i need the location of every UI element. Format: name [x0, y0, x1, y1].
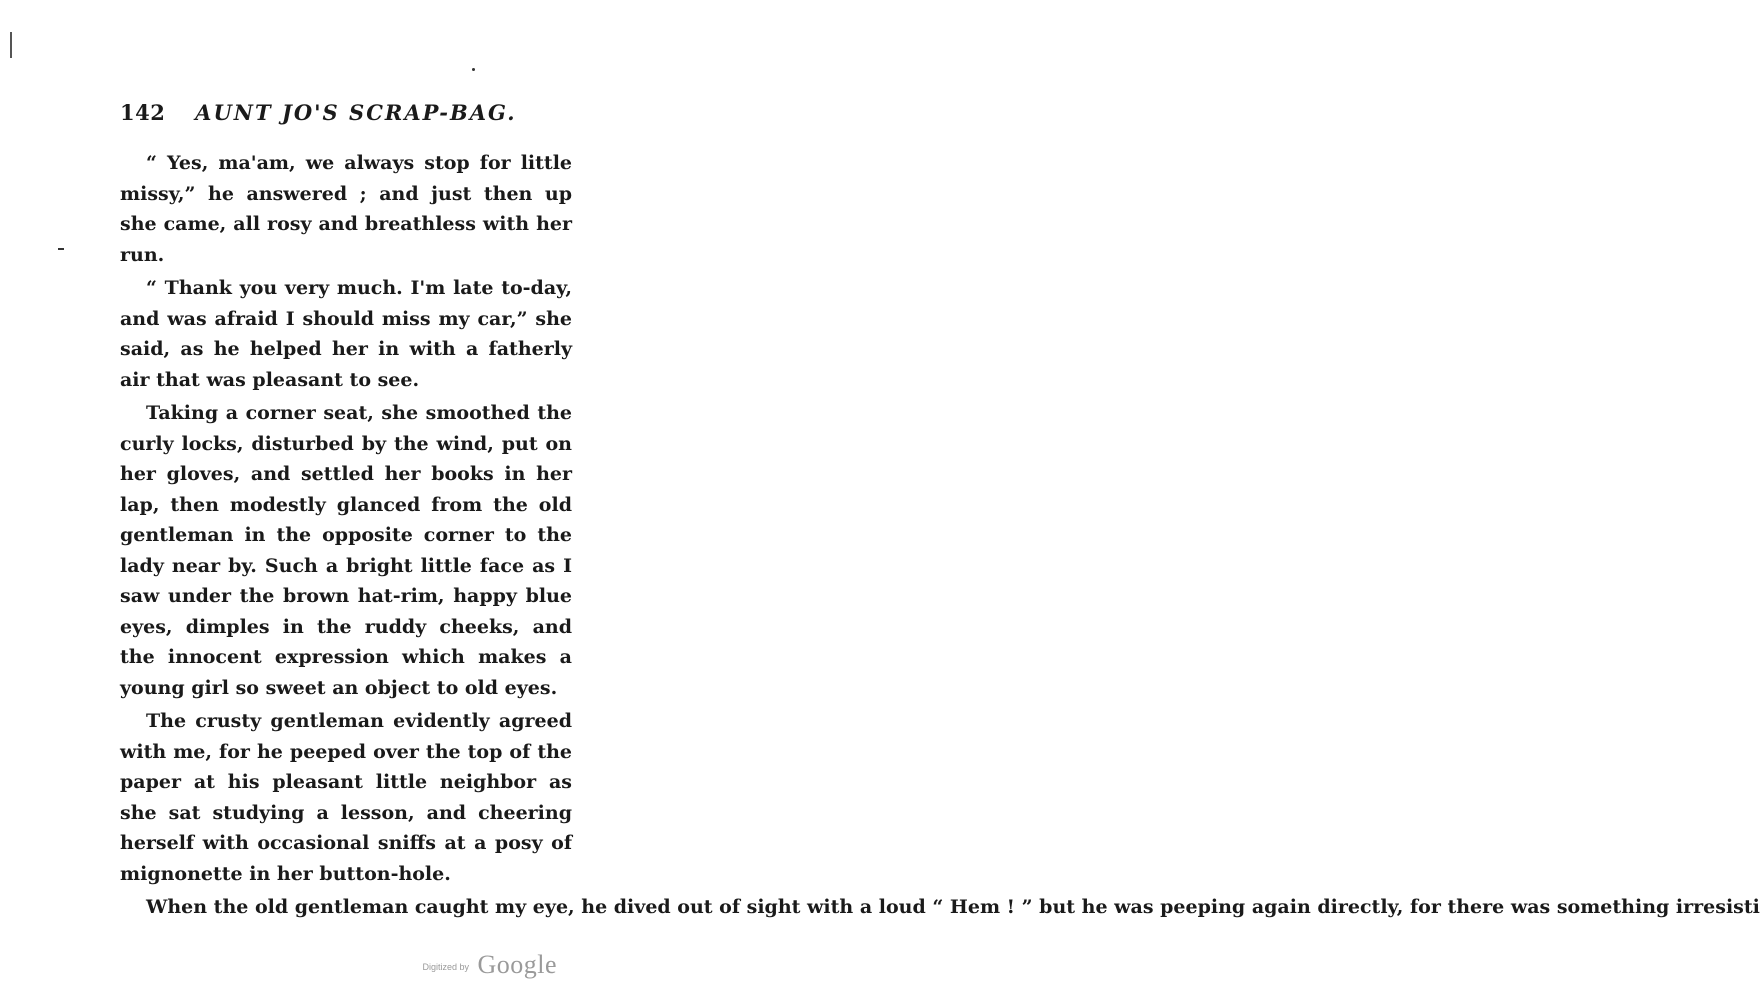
page-number: 142 — [120, 100, 166, 125]
paragraph: Taking a corner seat, she smoothed the curly locks, disturbed by the wind, put on her gloves, and settled her books in her lap, then modestly glanced from the old gentleman in the opposite corner to the lady near by. Such a bright little face as I saw under the brown hat-rim, happy blue eyes, dimples in the ruddy cheeks, and the innocent expression which makes a young girl so sweet an object to old eyes. — [120, 402, 572, 699]
page-edge-mark — [10, 32, 12, 58]
speck — [58, 248, 64, 250]
page-header — [120, 100, 520, 125]
body-text — [120, 148, 1760, 923]
paragraph: “ Thank you very much. I'm late to-day, and was afraid I should miss my car,” she said, as he helped her in with a fatherly air that was pleasant to see. — [120, 277, 572, 391]
paragraph: The crusty gentleman evidently agreed with me, for he peeped over the top of the paper at his pleasant little neighbor as she sat studying a lesson, and cheering herself with occasional sniffs at a posy of mignonette in her button-hole. — [120, 710, 572, 885]
speck — [472, 68, 475, 71]
running-title: AUNT JO'S SCRAP-BAG. — [195, 100, 517, 125]
google-logo: Google — [477, 950, 557, 979]
paragraph: “ Yes, ma'am, we always stop for little missy,” he answered ; and just then up she came, all rosy and breathless with her run. — [120, 152, 572, 266]
paragraph: When the old gentleman caught my eye, he dived out of sight with a loud “ Hem ! ” but he was peeping again directly, for there was something irresisti — [146, 896, 1760, 918]
digitization-watermark — [422, 950, 557, 980]
digitized-label: Digitized by — [422, 962, 469, 972]
